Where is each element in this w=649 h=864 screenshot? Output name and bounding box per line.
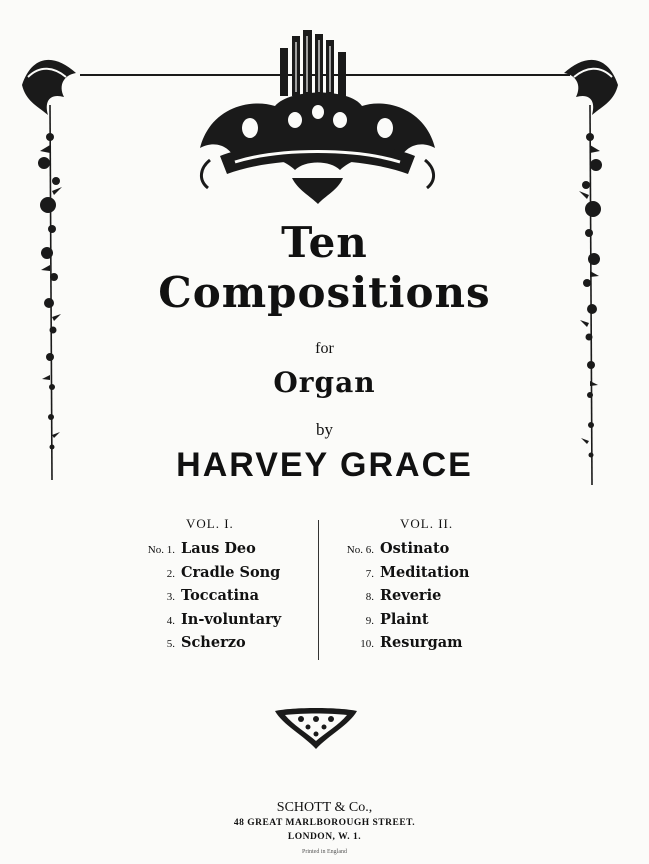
piece-title: Reverie (380, 587, 442, 604)
publisher-city: LONDON, W. 1. (287, 832, 362, 842)
printed-in-note: Printed in England (302, 849, 347, 855)
list-item (344, 611, 469, 635)
piece-number: 2. (166, 567, 175, 580)
piece-title: Laus Deo (181, 540, 256, 557)
piece-title: Cradle Song (181, 563, 281, 581)
list-item (133, 634, 281, 658)
vol-2-list (344, 540, 469, 658)
list-item (344, 587, 469, 611)
piece-number: 9. (365, 614, 374, 627)
piece-title: Meditation (380, 563, 470, 581)
title-line-2: Compositions (158, 268, 491, 317)
title-line-1: Ten (281, 218, 368, 267)
piece-title: In-voluntary (181, 610, 282, 628)
piece-title: Ostinato (380, 540, 450, 557)
list-item (133, 611, 281, 635)
piece-title: Toccatina (181, 587, 259, 604)
vol-1-list (133, 540, 281, 658)
column-divider (318, 520, 319, 660)
organ-vignette-icon (180, 28, 455, 206)
piece-number: 4. (166, 614, 175, 627)
by-text: by (316, 420, 333, 439)
list-item (344, 540, 469, 564)
for-text: for (315, 340, 334, 357)
piece-title: Resurgam (380, 634, 463, 651)
publisher-name: SCHOTT & Co., (276, 800, 373, 815)
piece-title: Scherzo (181, 634, 246, 651)
piece-number: 7. (365, 567, 374, 580)
piece-number: 3. (166, 591, 175, 603)
composer-name: HARVEY GRACE (176, 446, 473, 484)
piece-number: 10. (360, 638, 374, 650)
list-item (344, 564, 469, 588)
piece-number: No. 6. (346, 544, 374, 556)
instrument-title: Organ (273, 366, 376, 399)
vol-1-heading: VOL. I. (186, 516, 234, 531)
list-item (133, 564, 281, 588)
piece-number: No. 1. (147, 544, 175, 556)
publisher-address: 48 GREAT MARLBOROUGH STREET. (233, 818, 416, 828)
vol-2-heading: VOL. II. (400, 516, 454, 531)
piece-title: Plaint (380, 610, 429, 628)
list-item (344, 634, 469, 658)
list-item (133, 540, 281, 564)
piece-number: 5. (166, 638, 175, 650)
list-item (133, 587, 281, 611)
tailpiece-ornament-icon (273, 705, 359, 750)
piece-number: 8. (365, 591, 374, 603)
